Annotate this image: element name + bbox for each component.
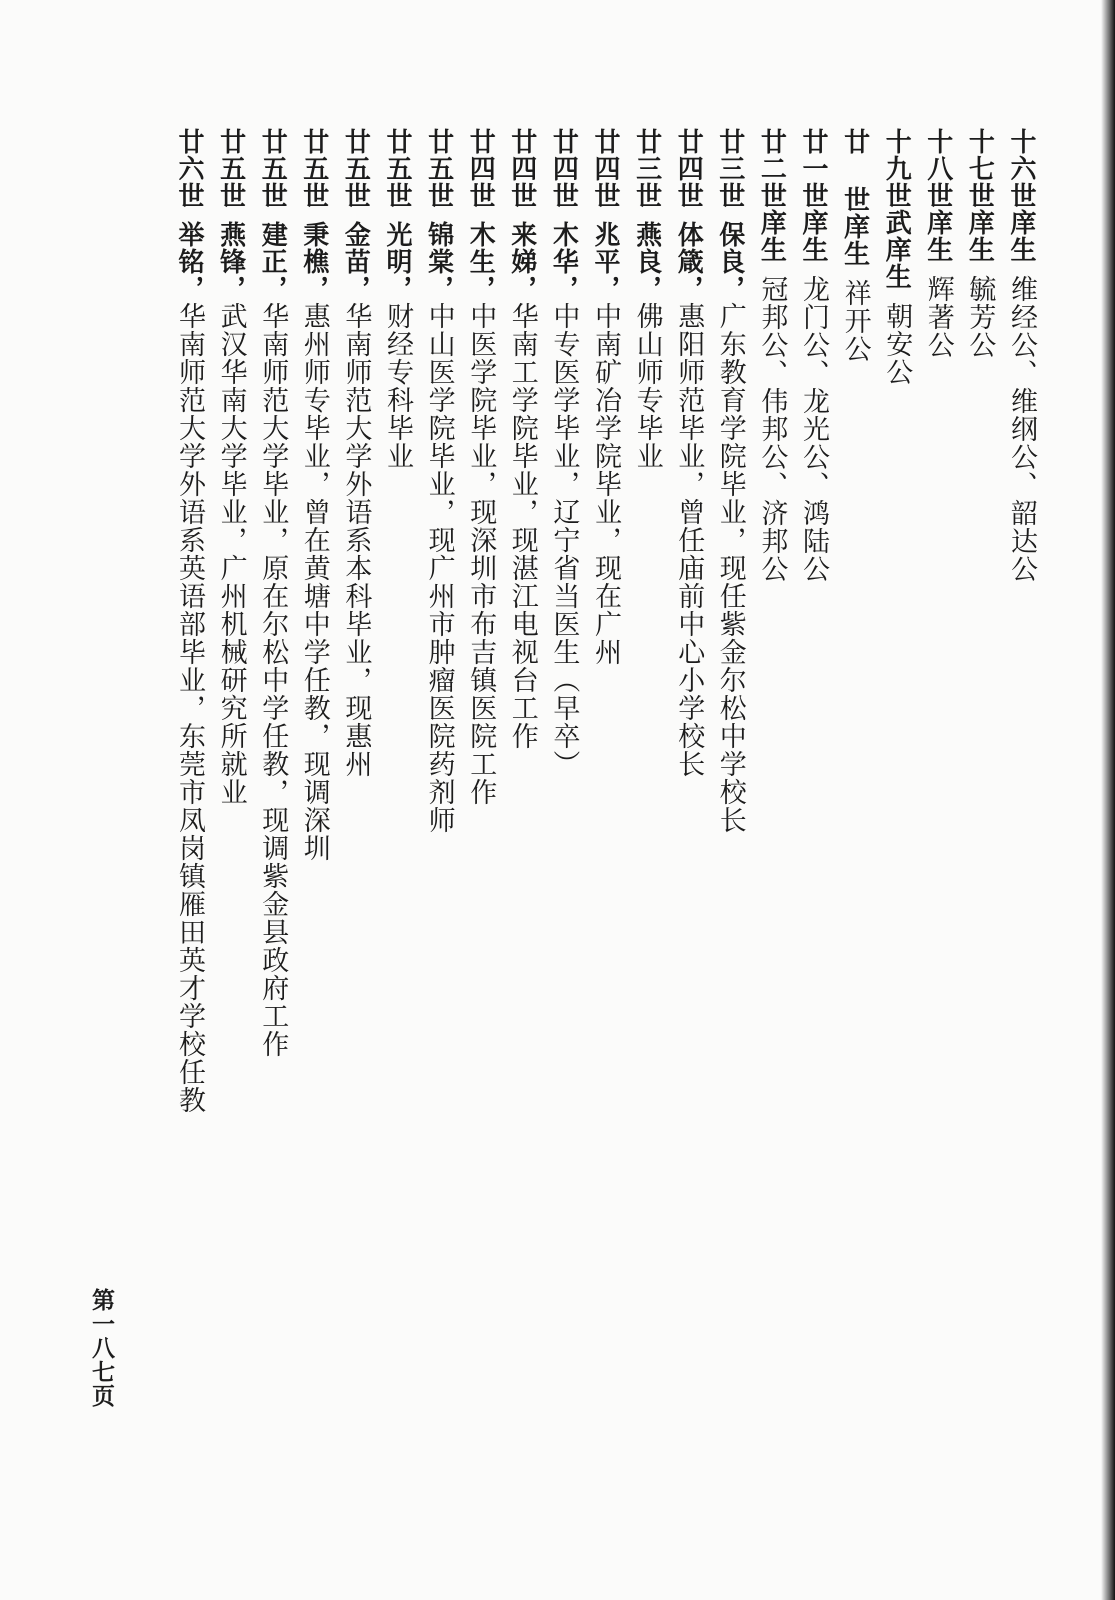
- generation-label: 廿五世: [215, 128, 246, 209]
- genealogy-line: [379, 128, 415, 470]
- generation-label: 廿五世: [340, 128, 371, 209]
- genealogy-line: [171, 128, 207, 1114]
- generation-label: 廿四世: [506, 128, 537, 209]
- person-name: 体箴，: [673, 221, 704, 302]
- generation-label: 廿三世: [631, 128, 662, 209]
- genealogy-line: [920, 128, 956, 359]
- person-description: 华南工学院毕业，现湛江电视台工作: [506, 302, 538, 750]
- person-name: 建正，: [257, 221, 288, 302]
- person-description: 中山医学院毕业，现广州市肿瘤医院药剂师: [423, 302, 455, 834]
- generation-label: 廿五世: [257, 128, 288, 209]
- person-name: 秉樵，: [298, 221, 329, 302]
- genealogy-line: [462, 128, 498, 806]
- genealogy-line: [587, 128, 623, 666]
- generation-label: 十七世庠生: [964, 128, 995, 263]
- genealogy-line: [961, 128, 997, 359]
- person-name: 金苗，: [340, 221, 371, 302]
- person-description: 朝安公: [881, 302, 913, 386]
- genealogy-line: [878, 128, 914, 386]
- person-name: 锦棠，: [423, 221, 454, 302]
- genealogy-line: [753, 128, 789, 583]
- generation-label: 廿五世: [298, 128, 329, 209]
- generation-label: 廿一世庠生: [798, 128, 828, 263]
- person-description: 惠州师专毕业，曾在黄塘中学任教，现调深圳: [298, 302, 330, 862]
- person-description: 华南师范大学毕业，原在尔松中学任教，现调紫金县政府工作: [257, 302, 289, 1058]
- genealogy-line: [712, 128, 748, 834]
- generation-label: 廿四世: [673, 128, 704, 209]
- generation-label: 十八世庠生: [922, 128, 953, 263]
- person-description: 维经公、维纲公、韶达公: [1006, 275, 1037, 583]
- generation-label: 十六世庠生: [1006, 128, 1036, 263]
- person-name: 保良，: [714, 221, 745, 302]
- genealogy-line: [337, 128, 373, 778]
- person-description: 华南师范大学外语系英语部毕业，东莞市凤岗镇雁田英才学校任教: [174, 302, 205, 1114]
- generation-label: 廿三世: [714, 128, 745, 209]
- generation-label: 廿四世: [548, 128, 579, 209]
- genealogy-line: [837, 128, 873, 363]
- genealogy-line: [629, 128, 665, 470]
- person-name: 举铭，: [174, 221, 204, 302]
- generation-label: 廿六世: [174, 128, 204, 209]
- person-name: 来娣，: [506, 221, 537, 302]
- person-description: 佛山师专毕业: [631, 302, 663, 470]
- genealogy-line: [213, 128, 249, 806]
- genealogy-line: [545, 128, 581, 778]
- genealogy-line: [795, 128, 831, 583]
- person-description: 广东教育学院毕业，现任紫金尔松中学校长: [714, 302, 746, 834]
- person-name: 燕良，: [631, 221, 662, 302]
- genealogy-line: [504, 128, 540, 750]
- generation-label: 廿四世: [465, 128, 496, 209]
- page-number: 第一八七页: [88, 1288, 114, 1408]
- person-description: 中南矿冶学院毕业，现在广州: [590, 302, 621, 666]
- person-name: 燕锋，: [215, 221, 246, 302]
- generation-label: 廿四世: [590, 128, 620, 209]
- genealogy-line: [421, 128, 457, 834]
- person-description: 辉著公: [922, 275, 954, 359]
- person-name: 木生，: [465, 221, 496, 302]
- genealogy-line: [670, 128, 706, 778]
- person-description: 祥开公: [839, 279, 871, 363]
- binding-edge-shadow: [1101, 0, 1115, 1600]
- person-description: 武汉华南大学毕业，广州机械研究所就业: [215, 302, 247, 806]
- person-description: 惠阳师范毕业，曾任庙前中心小学校长: [673, 302, 705, 778]
- person-description: 华南师范大学外语系本科毕业，现惠州: [340, 302, 372, 778]
- generation-label: 廿 世庠生: [839, 128, 870, 267]
- generation-label: 廿二世庠生: [756, 128, 787, 263]
- person-description: 毓芳公: [964, 275, 996, 359]
- person-description: 中医学院毕业，现深圳市布吉镇医院工作: [465, 302, 497, 806]
- generation-label: 十九世武庠生: [881, 128, 912, 290]
- generation-label: 廿五世: [382, 128, 412, 209]
- genealogy-line: [296, 128, 332, 862]
- generation-label: 廿五世: [423, 128, 454, 209]
- person-description: 龙门公、龙光公、鸿陆公: [798, 275, 829, 583]
- person-description: 中专医学毕业，辽宁省当医生（早卒）: [548, 302, 580, 778]
- person-description: 冠邦公、伟邦公、济邦公: [756, 275, 788, 583]
- person-description: 财经专科毕业: [382, 302, 413, 470]
- person-name: 木华，: [548, 221, 579, 302]
- person-name: 光明，: [382, 221, 412, 302]
- genealogy-line: [1003, 128, 1039, 583]
- genealogy-line: [254, 128, 290, 1058]
- person-name: 兆平，: [590, 221, 620, 302]
